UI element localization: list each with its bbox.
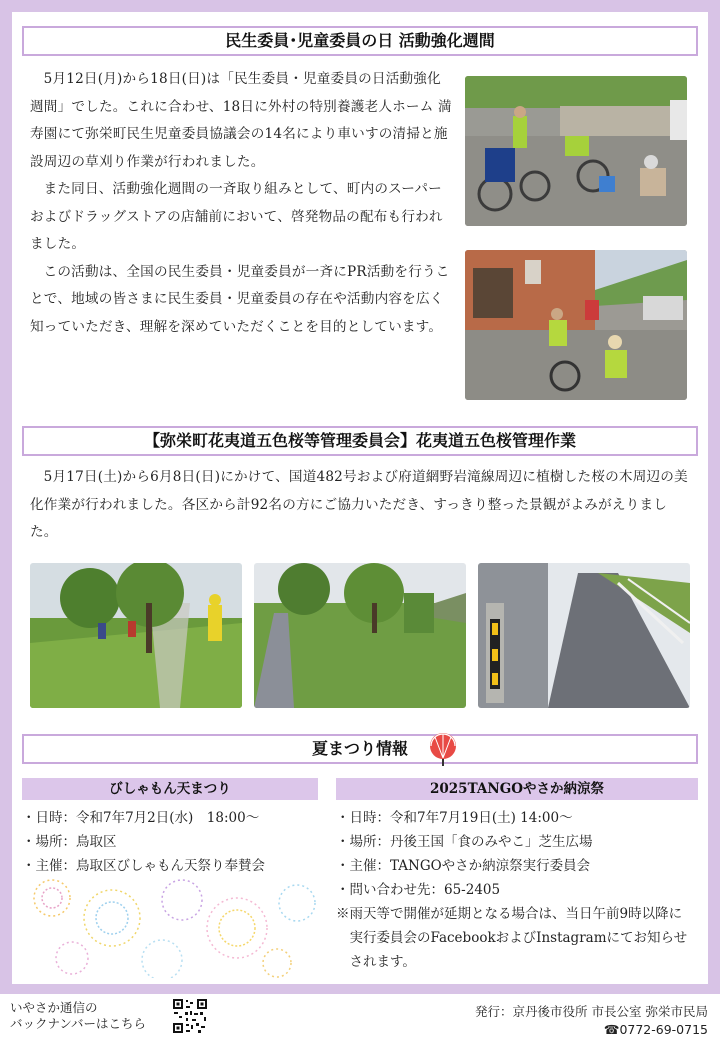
photo-roadside-sidewalk [478,563,690,708]
section1-paragraph-3: この活動は、全国の民生委員・児童委員が一斉にPR活動を行うことで、地域の皆さまに民生委員・児童委員の存在や活動内容を広く知っていただき、理解を深めていただくことを目的としています。 [30,263,450,335]
publisher-name: 発行：京丹後市役所 市長公室 弥栄市民局 [475,1004,708,1019]
event1-title: びしゃもん天まつり [22,778,318,800]
section1-body [30,66,454,341]
photo-facility-grass-cutting [465,250,687,400]
fireworks-illustration [22,878,322,978]
event2-contact: ・問い合わせ先：65-2405 [336,882,501,898]
event2-organizer: ・主催：TANGOやさか納涼祭実行委員会 [336,858,591,874]
backnumber-text [10,1000,146,1032]
photo-cherry-tree-weeding [30,563,242,708]
event2-date: ・日時：令和7年7月19日(土) 14:00～ [336,810,573,826]
event1-details [22,806,265,878]
uchiwa-fan-icon [425,731,461,767]
backnumber-line-2: バックナンバーはこちら [10,1016,147,1031]
event2-place: ・場所：丹後王国「食のみやこ」芝生広場 [336,834,593,850]
publisher-info [475,1003,708,1039]
section1-paragraph-2: また同日、活動強化週間の一斉取り組みとして、町内のスーパーおよびドラッグストアの店舗前において、啓発物品の配布も行われました。 [30,181,443,252]
event2-details [336,806,593,902]
photo-wheelchair-cleaning [465,76,687,226]
publisher-phone: ☎0772-69-0715 [603,1022,708,1037]
event1-place: ・場所：鳥取区 [22,834,117,850]
photo-riverside-path [254,563,466,708]
section2-title: 【弥栄町花夷道五色桜等管理委員会】花夷道五色桜管理作業 [22,426,698,456]
backnumber-line-1: いやさか通信の [10,1000,98,1015]
qr-code-icon[interactable] [172,998,208,1034]
section2-paragraph: 5月17日(土)から6月8日(日)にかけて、国道482号および府道網野岩滝線周辺に植樹した桜の木周辺の美化作業が行われました。各区から計92名の方にご協力いただき、すっきり整った景観がよみがえりました。 [30,469,688,540]
section1-title: 民生委員･児童委員の日 活動強化週間 [22,26,698,56]
event2-rain-note: ※雨天等で開催が延期となる場合は、当日午前9時以降に実行委員会のFacebookおよびInstagramにてお知らせされます。 [336,906,688,970]
event1-organizer: ・主催：鳥取区びしゃもん天祭り奉賛会 [22,858,265,874]
section1-paragraph-1: 5月12日(月)から18日(日)は「民生委員・児童委員の日活動強化週間」でした。これに合わせ、18日に外村の特別養護老人ホーム 満寿園にて弥栄町民生児童委員協議会の14名により車いすの清掃と施設周辺の草刈り作業が行われました。 [30,71,452,170]
section2-body [30,464,690,547]
section3-title-text: 夏まつり情報 [311,739,408,758]
section3-title [22,734,698,764]
event2-title: 2025TANGOやさか納涼祭 [336,778,698,800]
event1-date: ・日時：令和7年7月2日(水) 18:00～ [22,810,260,826]
